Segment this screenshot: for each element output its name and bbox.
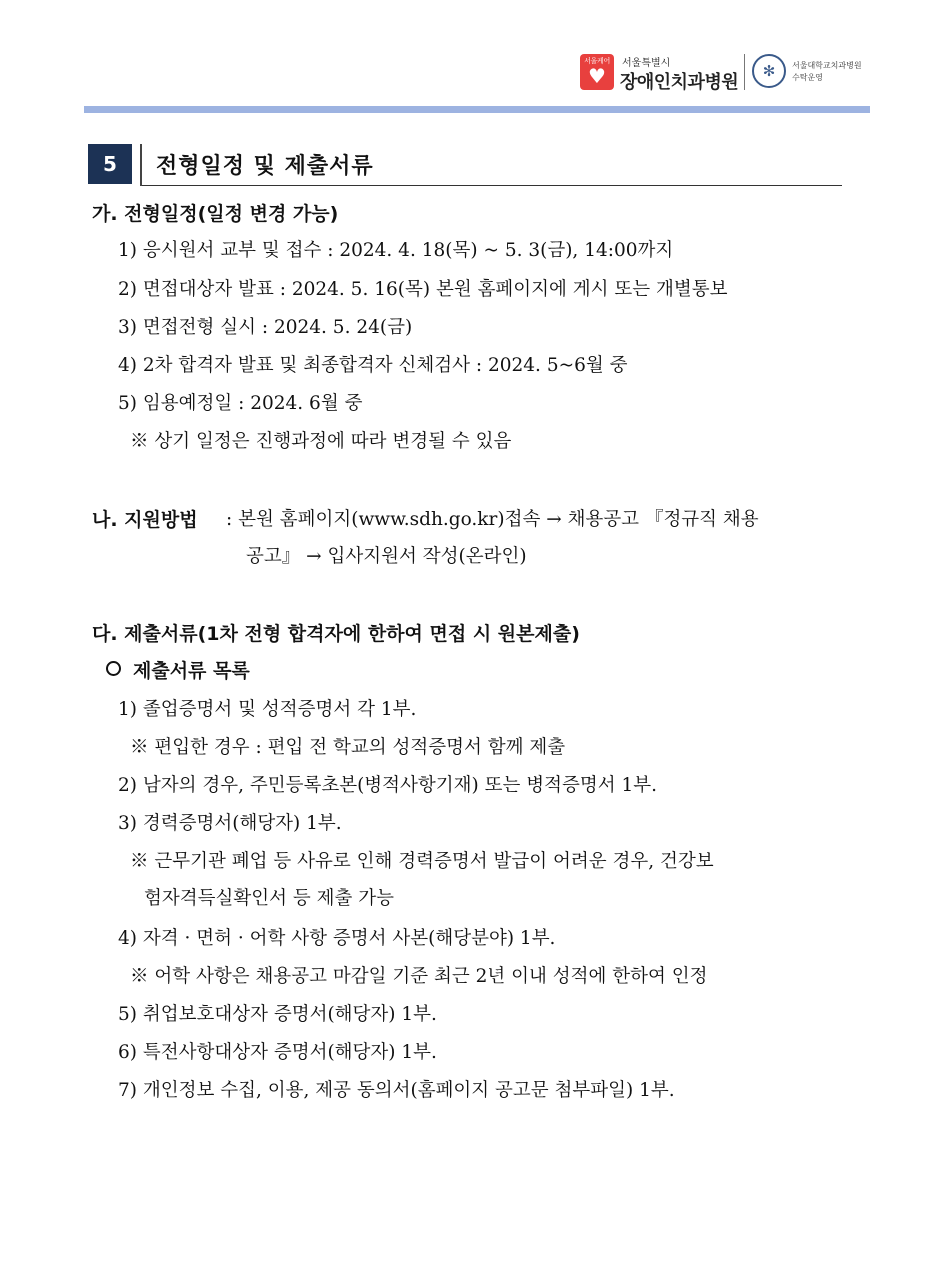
header-divider xyxy=(744,54,745,90)
schedule-note: ※ 상기 일정은 진행과정에 따라 변경될 수 있음 xyxy=(130,431,512,452)
city-label: 서울특별시 xyxy=(622,58,671,69)
hospital-name: 장애인치과병원 xyxy=(620,72,739,93)
section-divider xyxy=(140,144,142,186)
document-item: 4) 자격 · 면허 · 어학 사항 증명서 사본(해당분야) 1부. xyxy=(118,928,556,949)
document-item: 5) 취업보호대상자 증명서(해당자) 1부. xyxy=(118,1004,437,1025)
header-rule xyxy=(84,106,870,113)
document-item: 1) 졸업증명서 및 성적증명서 각 1부. xyxy=(118,699,417,720)
hospital-header xyxy=(578,48,878,94)
section-underline xyxy=(142,185,842,186)
university-seal-icon: ✻ xyxy=(752,54,786,88)
schedule-item: 3) 면접전형 실시 : 2024. 5. 24(금) xyxy=(118,317,413,338)
documents-heading: 다. 제출서류(1차 전형 합격자에 한하여 면접 시 원본제출) xyxy=(92,623,580,645)
documents-list-heading xyxy=(106,659,250,683)
university-line-1: 서울대학교치과병원 xyxy=(792,61,862,70)
document-note: ※ 근무기관 폐업 등 사유로 인해 경력증명서 발급이 어려운 경우, 건강보 xyxy=(130,851,714,872)
document-note-continued: 험자격득실확인서 등 제출 가능 xyxy=(144,888,394,909)
section-title: 전형일정 및 제출서류 xyxy=(156,154,374,179)
apply-heading: 나. 지원방법 xyxy=(92,509,198,531)
document-item: 7) 개인정보 수집, 이용, 제공 동의서(홈페이지 공고문 첨부파일) 1부. xyxy=(118,1080,675,1101)
schedule-item: 1) 응시원서 교부 및 접수 : 2024. 4. 18(목) ~ 5. 3(금), 14:00까지 xyxy=(118,240,674,261)
document-item: 3) 경력증명서(해당자) 1부. xyxy=(118,813,342,834)
heart-icon: ♥ xyxy=(588,64,606,88)
document-item: 6) 특전사항대상자 증명서(해당자) 1부. xyxy=(118,1042,437,1063)
schedule-item: 5) 임용예정일 : 2024. 6월 중 xyxy=(118,393,363,414)
documents-list-label: 제출서류 목록 xyxy=(133,660,250,682)
schedule-heading: 가. 전형일정(일정 변경 가능) xyxy=(92,203,339,225)
document-note: ※ 어학 사항은 채용공고 마감일 기준 최근 2년 이내 성적에 한하여 인정 xyxy=(130,966,708,987)
care-label: 서울케어 xyxy=(584,57,610,65)
document-note: ※ 편입한 경우 : 편입 전 학교의 성적증명서 함께 제출 xyxy=(130,737,566,758)
apply-line-1: : 본원 홈페이지(www.sdh.go.kr)접속 → 채용공고 『정규직 채용 xyxy=(226,509,759,530)
schedule-item: 2) 면접대상자 발표 : 2024. 5. 16(목) 본원 홈페이지에 게시 또는 개별통보 xyxy=(118,279,728,300)
seoul-care-logo xyxy=(580,54,614,90)
schedule-item: 4) 2차 합격자 발표 및 최종합격자 신체검사 : 2024. 5~6월 중 xyxy=(118,355,628,376)
document-item: 2) 남자의 경우, 주민등록초본(병적사항기재) 또는 병적증명서 1부. xyxy=(118,775,658,796)
university-line-2: 수탁운영 xyxy=(792,73,823,82)
apply-line-2: 공고』 → 입사지원서 작성(온라인) xyxy=(246,546,527,567)
circle-bullet-icon xyxy=(106,661,121,676)
section-number: 5 xyxy=(88,144,132,184)
